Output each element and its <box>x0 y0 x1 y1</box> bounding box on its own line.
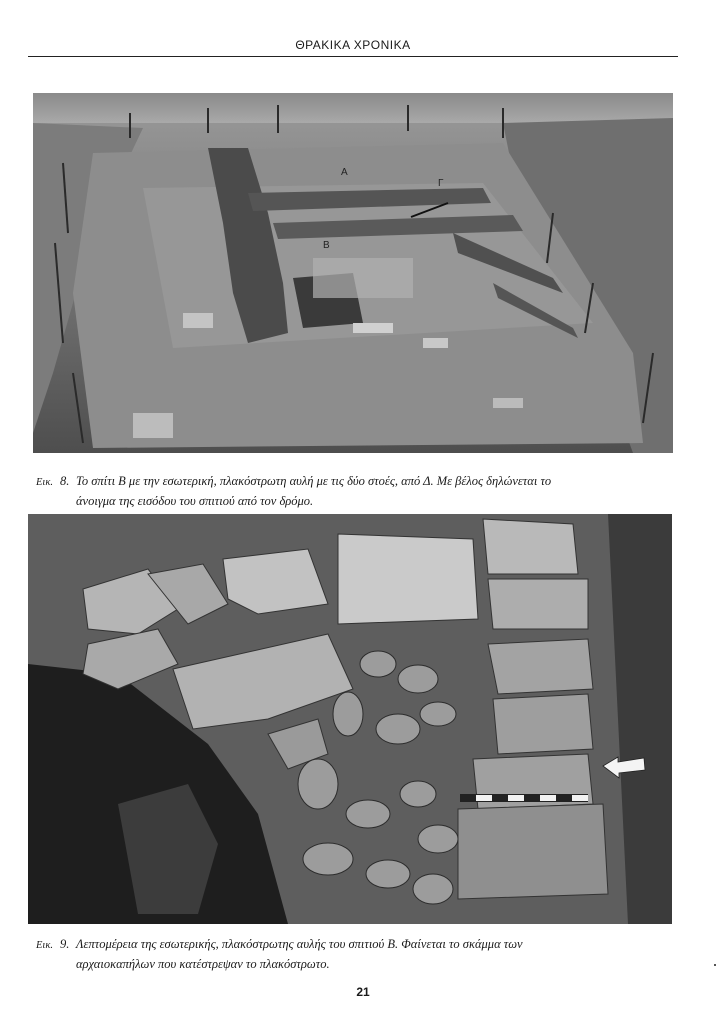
caption-number: 9. <box>60 937 70 951</box>
caption-line-1: Λεπτομέρεια της εσωτερικής, πλακόστρωτης αυλής του σπιτιού Β. Φαίνεται το σκάμμα των <box>76 937 523 951</box>
running-header: ΘΡΑΚΙΚΑ ΧΡΟΝΙΚΑ <box>295 38 411 52</box>
caption-number: 8. <box>60 474 70 488</box>
caption-line-1: Το σπίτι Β με την εσωτερική, πλακόστρωτη αυλή με τις δύο στοές, από Δ. Με βέλος δηλώνεται το <box>76 474 552 488</box>
caption-line-2: άνοιγμα της εισόδου του σπιτιού από τον δρόμο. <box>76 494 314 508</box>
caption-line-2: αρχαιοκαπήλων που κατέστρεψαν το πλακόστρωτο. <box>76 957 330 971</box>
header-rule <box>28 56 678 57</box>
page-number: 21 <box>356 985 370 999</box>
caption-label: Εικ. <box>36 477 53 488</box>
excavation-overview-photo <box>33 93 673 453</box>
figure-8-caption <box>36 472 676 510</box>
caption-label: Εικ. <box>36 940 53 951</box>
area-label-b: Β <box>323 240 330 251</box>
figure-9-caption <box>36 935 676 973</box>
scan-speck <box>714 964 716 966</box>
paved-courtyard-detail-photo <box>28 514 672 924</box>
area-label-g: Γ <box>438 178 444 189</box>
area-label-a: Α <box>341 167 348 178</box>
